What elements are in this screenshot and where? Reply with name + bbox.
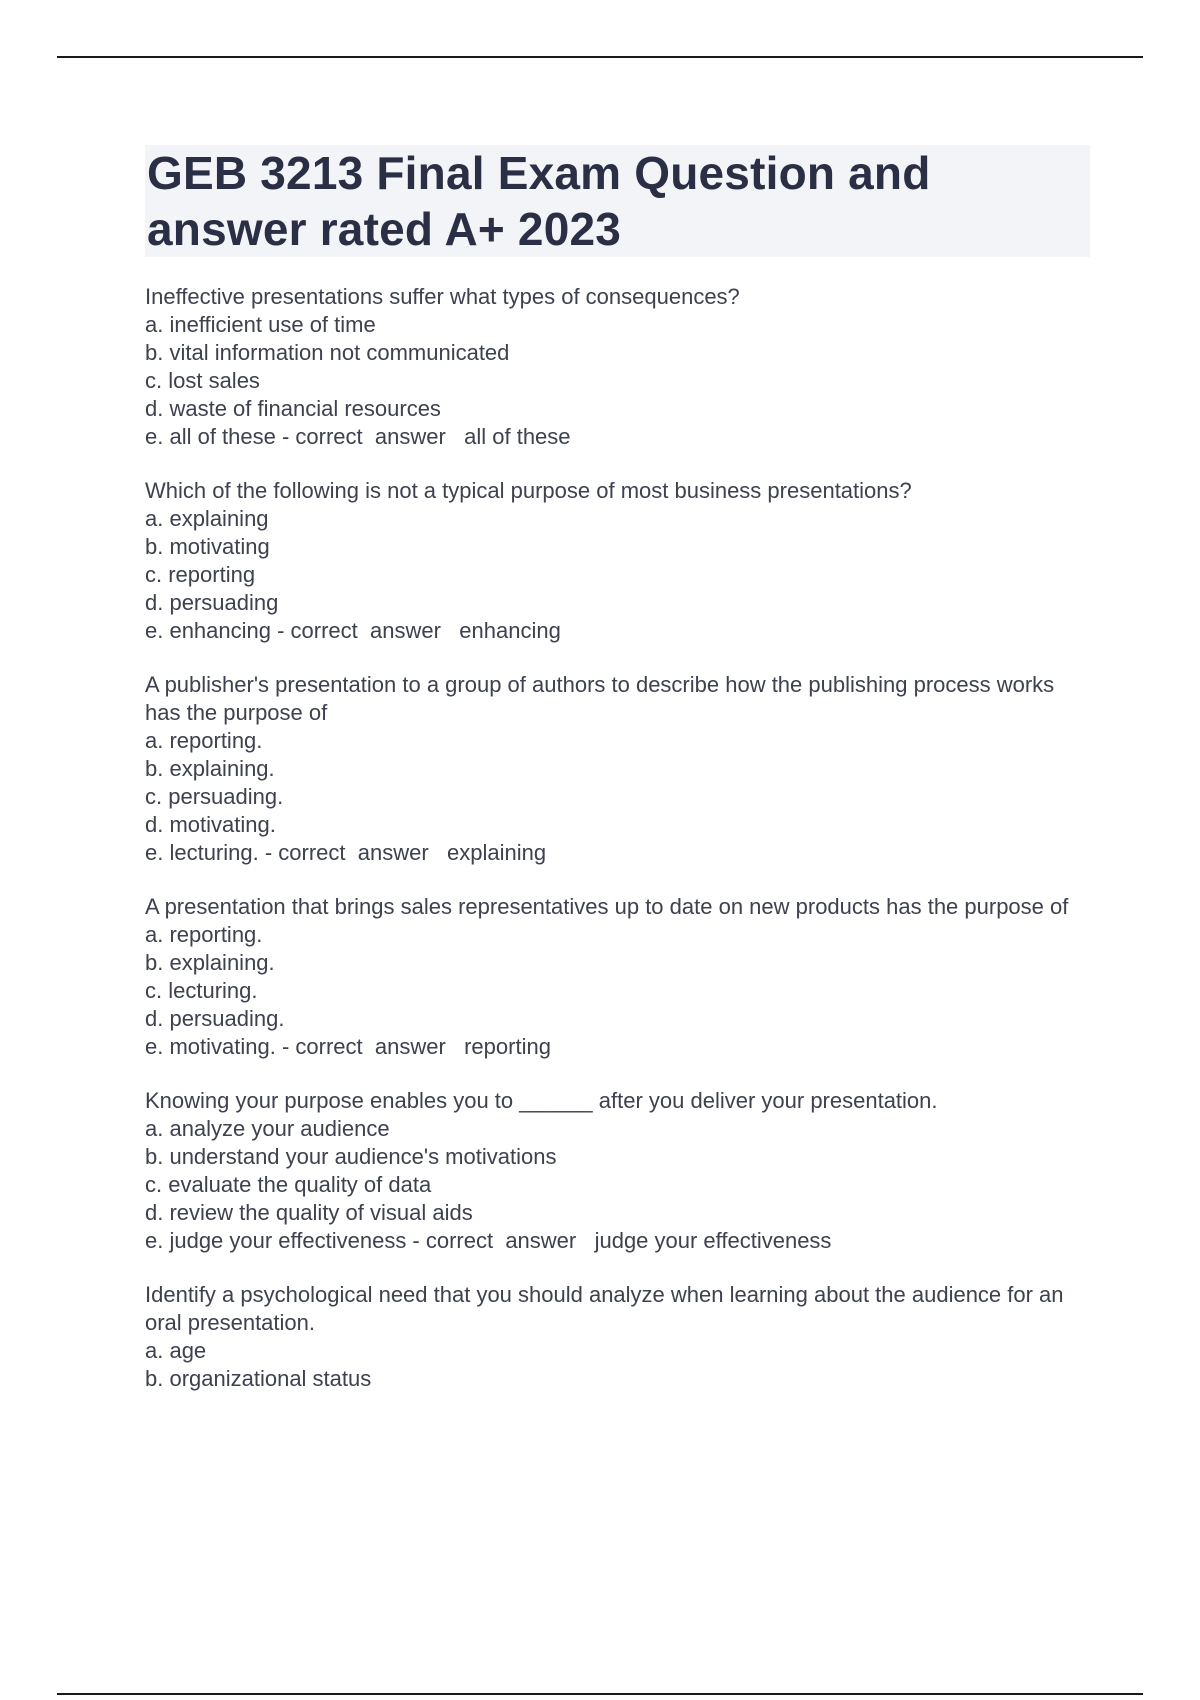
- answer-option: c. lost sales: [145, 368, 260, 393]
- answer-option: c. evaluate the quality of data: [145, 1172, 432, 1197]
- answer-option-correct: e. judge your effectiveness - correct answer judge your effectiveness: [145, 1228, 832, 1253]
- document-page: [145, 145, 1090, 1419]
- question-prompt: A publisher's presentation to a group of authors to describe how the publishing process works has the purpose of: [145, 672, 1061, 725]
- question-prompt: Knowing your purpose enables you to ______ after you deliver your presentation.: [145, 1088, 938, 1113]
- answer-option-correct: e. lecturing. - correct answer explaining: [145, 840, 547, 865]
- answer-option: a. analyze your audience: [145, 1116, 390, 1141]
- answer-option: d. review the quality of visual aids: [145, 1200, 473, 1225]
- question-list: [145, 283, 1090, 1393]
- answer-option: b. organizational status: [145, 1366, 372, 1391]
- question-item: [145, 477, 1090, 645]
- answer-option: b. motivating: [145, 534, 270, 559]
- answer-option: d. persuading: [145, 590, 279, 615]
- answer-option: b. explaining.: [145, 950, 275, 975]
- question-item: [145, 1087, 1090, 1255]
- question-item: [145, 1281, 1090, 1393]
- question-item: [145, 283, 1090, 451]
- question-prompt: A presentation that brings sales representatives up to date on new products has the purpose of: [145, 894, 1069, 919]
- answer-option: c. reporting: [145, 562, 256, 587]
- answer-option: a. age: [145, 1338, 207, 1363]
- question-item: [145, 671, 1090, 867]
- answer-option: d. waste of financial resources: [145, 396, 441, 421]
- question-prompt: Which of the following is not a typical purpose of most business presentations?: [145, 478, 912, 503]
- question-prompt: Ineffective presentations suffer what types of consequences?: [145, 284, 740, 309]
- question-item: [145, 893, 1090, 1061]
- answer-option-correct: e. all of these - correct answer all of these: [145, 424, 571, 449]
- answer-option: c. lecturing.: [145, 978, 258, 1003]
- document-title: GEB 3213 Final Exam Question and answer rated A+ 2023: [147, 147, 931, 255]
- title-block: [145, 145, 1090, 257]
- answer-option: c. persuading.: [145, 784, 284, 809]
- answer-option: b. vital information not communicated: [145, 340, 510, 365]
- header-rule: [57, 56, 1143, 58]
- answer-option: a. reporting.: [145, 728, 263, 753]
- answer-option: a. explaining: [145, 506, 269, 531]
- answer-option: a. reporting.: [145, 922, 263, 947]
- answer-option: d. persuading.: [145, 1006, 285, 1031]
- answer-option-correct: e. enhancing - correct answer enhancing: [145, 618, 561, 643]
- question-prompt: Identify a psychological need that you should analyze when learning about the audience for an oral presentation.: [145, 1282, 1070, 1335]
- answer-option-correct: e. motivating. - correct answer reporting: [145, 1034, 551, 1059]
- answer-option: b. understand your audience's motivations: [145, 1144, 557, 1169]
- answer-option: b. explaining.: [145, 756, 275, 781]
- answer-option: a. inefficient use of time: [145, 312, 376, 337]
- footer-rule: [57, 1693, 1143, 1695]
- answer-option: d. motivating.: [145, 812, 276, 837]
